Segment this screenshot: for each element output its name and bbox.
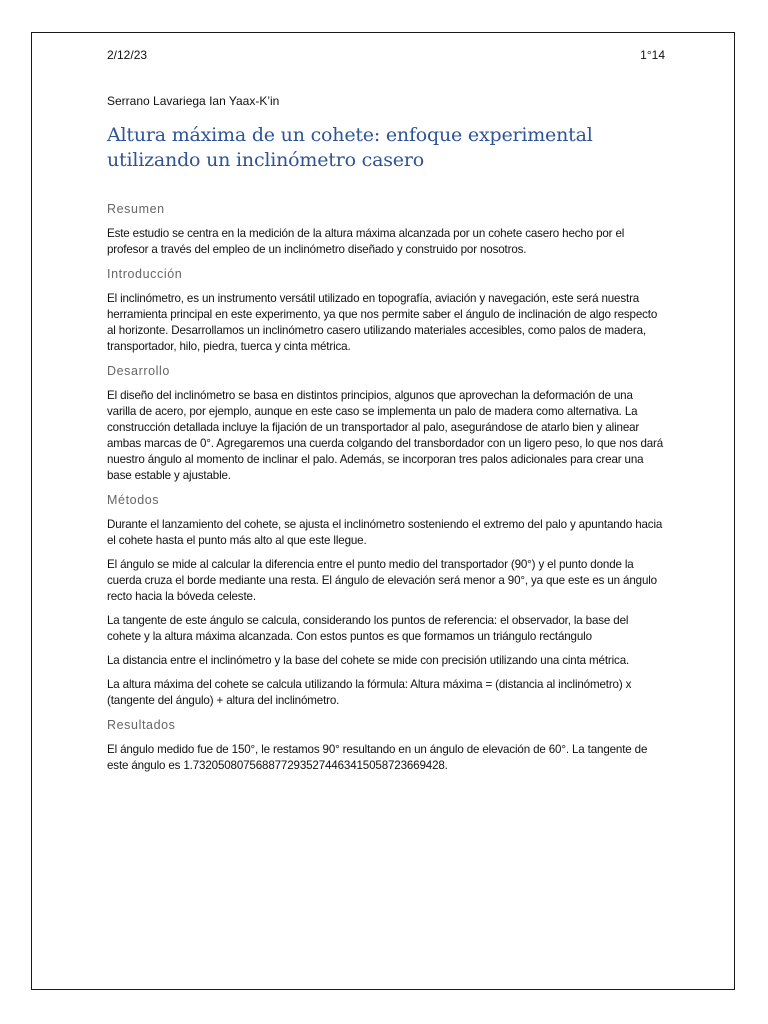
document-page <box>31 32 735 990</box>
document-title: Altura máxima de un cohete: enfoque experimental utilizando un inclinómetro casero <box>107 124 593 171</box>
metodos-paragraph-1: Durante el lanzamiento del cohete, se ajusta el inclinómetro sosteniendo el extremo del palo y apuntando hacia el cohete hasta el punto más alto al que este llegue. <box>107 518 663 547</box>
page-content <box>107 47 665 782</box>
section-heading-introduccion: Introducción <box>107 267 183 281</box>
introduccion-paragraph-1: El inclinómetro, es un instrumento versátil utilizado en topografía, aviación y navegación, este será nuestra herramienta principal en este experimento, ya que nos permite saber el ángulo de inclinación de algo respecto al horizonte. Desarrollamos un inclinómetro casero utilizando materiales accesibles, como palos de madera, transportador, hilo, piedra, tuerca y cinta métrica. <box>107 292 658 353</box>
metodos-paragraph-3: La tangente de este ángulo se calcula, considerando los puntos de referencia: el observador, la base del cohete y la altura máxima alcanzada. Con estos puntos es que formamos un triángulo rectángulo <box>107 614 629 643</box>
section-heading-metodos: Métodos <box>107 493 160 507</box>
section-heading-resultados: Resultados <box>107 718 176 732</box>
metodos-paragraph-2: El ángulo se mide al calcular la diferencia entre el punto medio del transportador (90°) y el punto donde la cuerda cruza el borde mediante una resta. El ángulo de elevación será menor a 90°, ya que este es un ángulo recto hacia la bóveda celeste. <box>107 558 657 603</box>
section-heading-resumen: Resumen <box>107 202 165 216</box>
resumen-paragraph-1: Este estudio se centra en la medición de la altura máxima alcanzada por un cohete casero hecho por el profesor a través del empleo de un inclinómetro diseñado y construido por nosotros. <box>107 227 625 256</box>
page-header <box>107 47 665 63</box>
author-name: Serrano Lavariega Ian Yaax-K’in <box>107 94 280 108</box>
header-date: 2/12/23 <box>107 48 148 62</box>
resultados-paragraph-1: El ángulo medido fue de 150°, le restamos 90° resultando en un ángulo de elevación de 60°. La tangente de este ángulo es 1.7320508075688772935274463415058723669428. <box>107 743 648 772</box>
desarrollo-paragraph-1: El diseño del inclinómetro se basa en distintos principios, algunos que aprovechan la deformación de una varilla de acero, por ejemplo, aunque en este caso se implementa un palo de madera como alternativa. La construcción detallada incluye la fijación de un transportador al palo, asegurándose de atarlo bien y alinear ambas marcas de 0°. Agregaremos una cuerda colgando del transbordador con un ligero peso, lo que nos dará nuestro ángulo al momento de inclinar el palo. Además, se incorporan tres palos adicionales para crear una base estable y ajustable. <box>107 389 664 482</box>
section-heading-desarrollo: Desarrollo <box>107 364 170 378</box>
header-group: 1°14 <box>640 48 665 62</box>
metodos-paragraph-4: La distancia entre el inclinómetro y la base del cohete se mide con precisión utilizando una cinta métrica. <box>107 654 630 667</box>
metodos-paragraph-5: La altura máxima del cohete se calcula utilizando la fórmula: Altura máxima = (distancia al inclinómetro) x (tangente del ángulo) + altura del inclinómetro. <box>107 678 632 707</box>
